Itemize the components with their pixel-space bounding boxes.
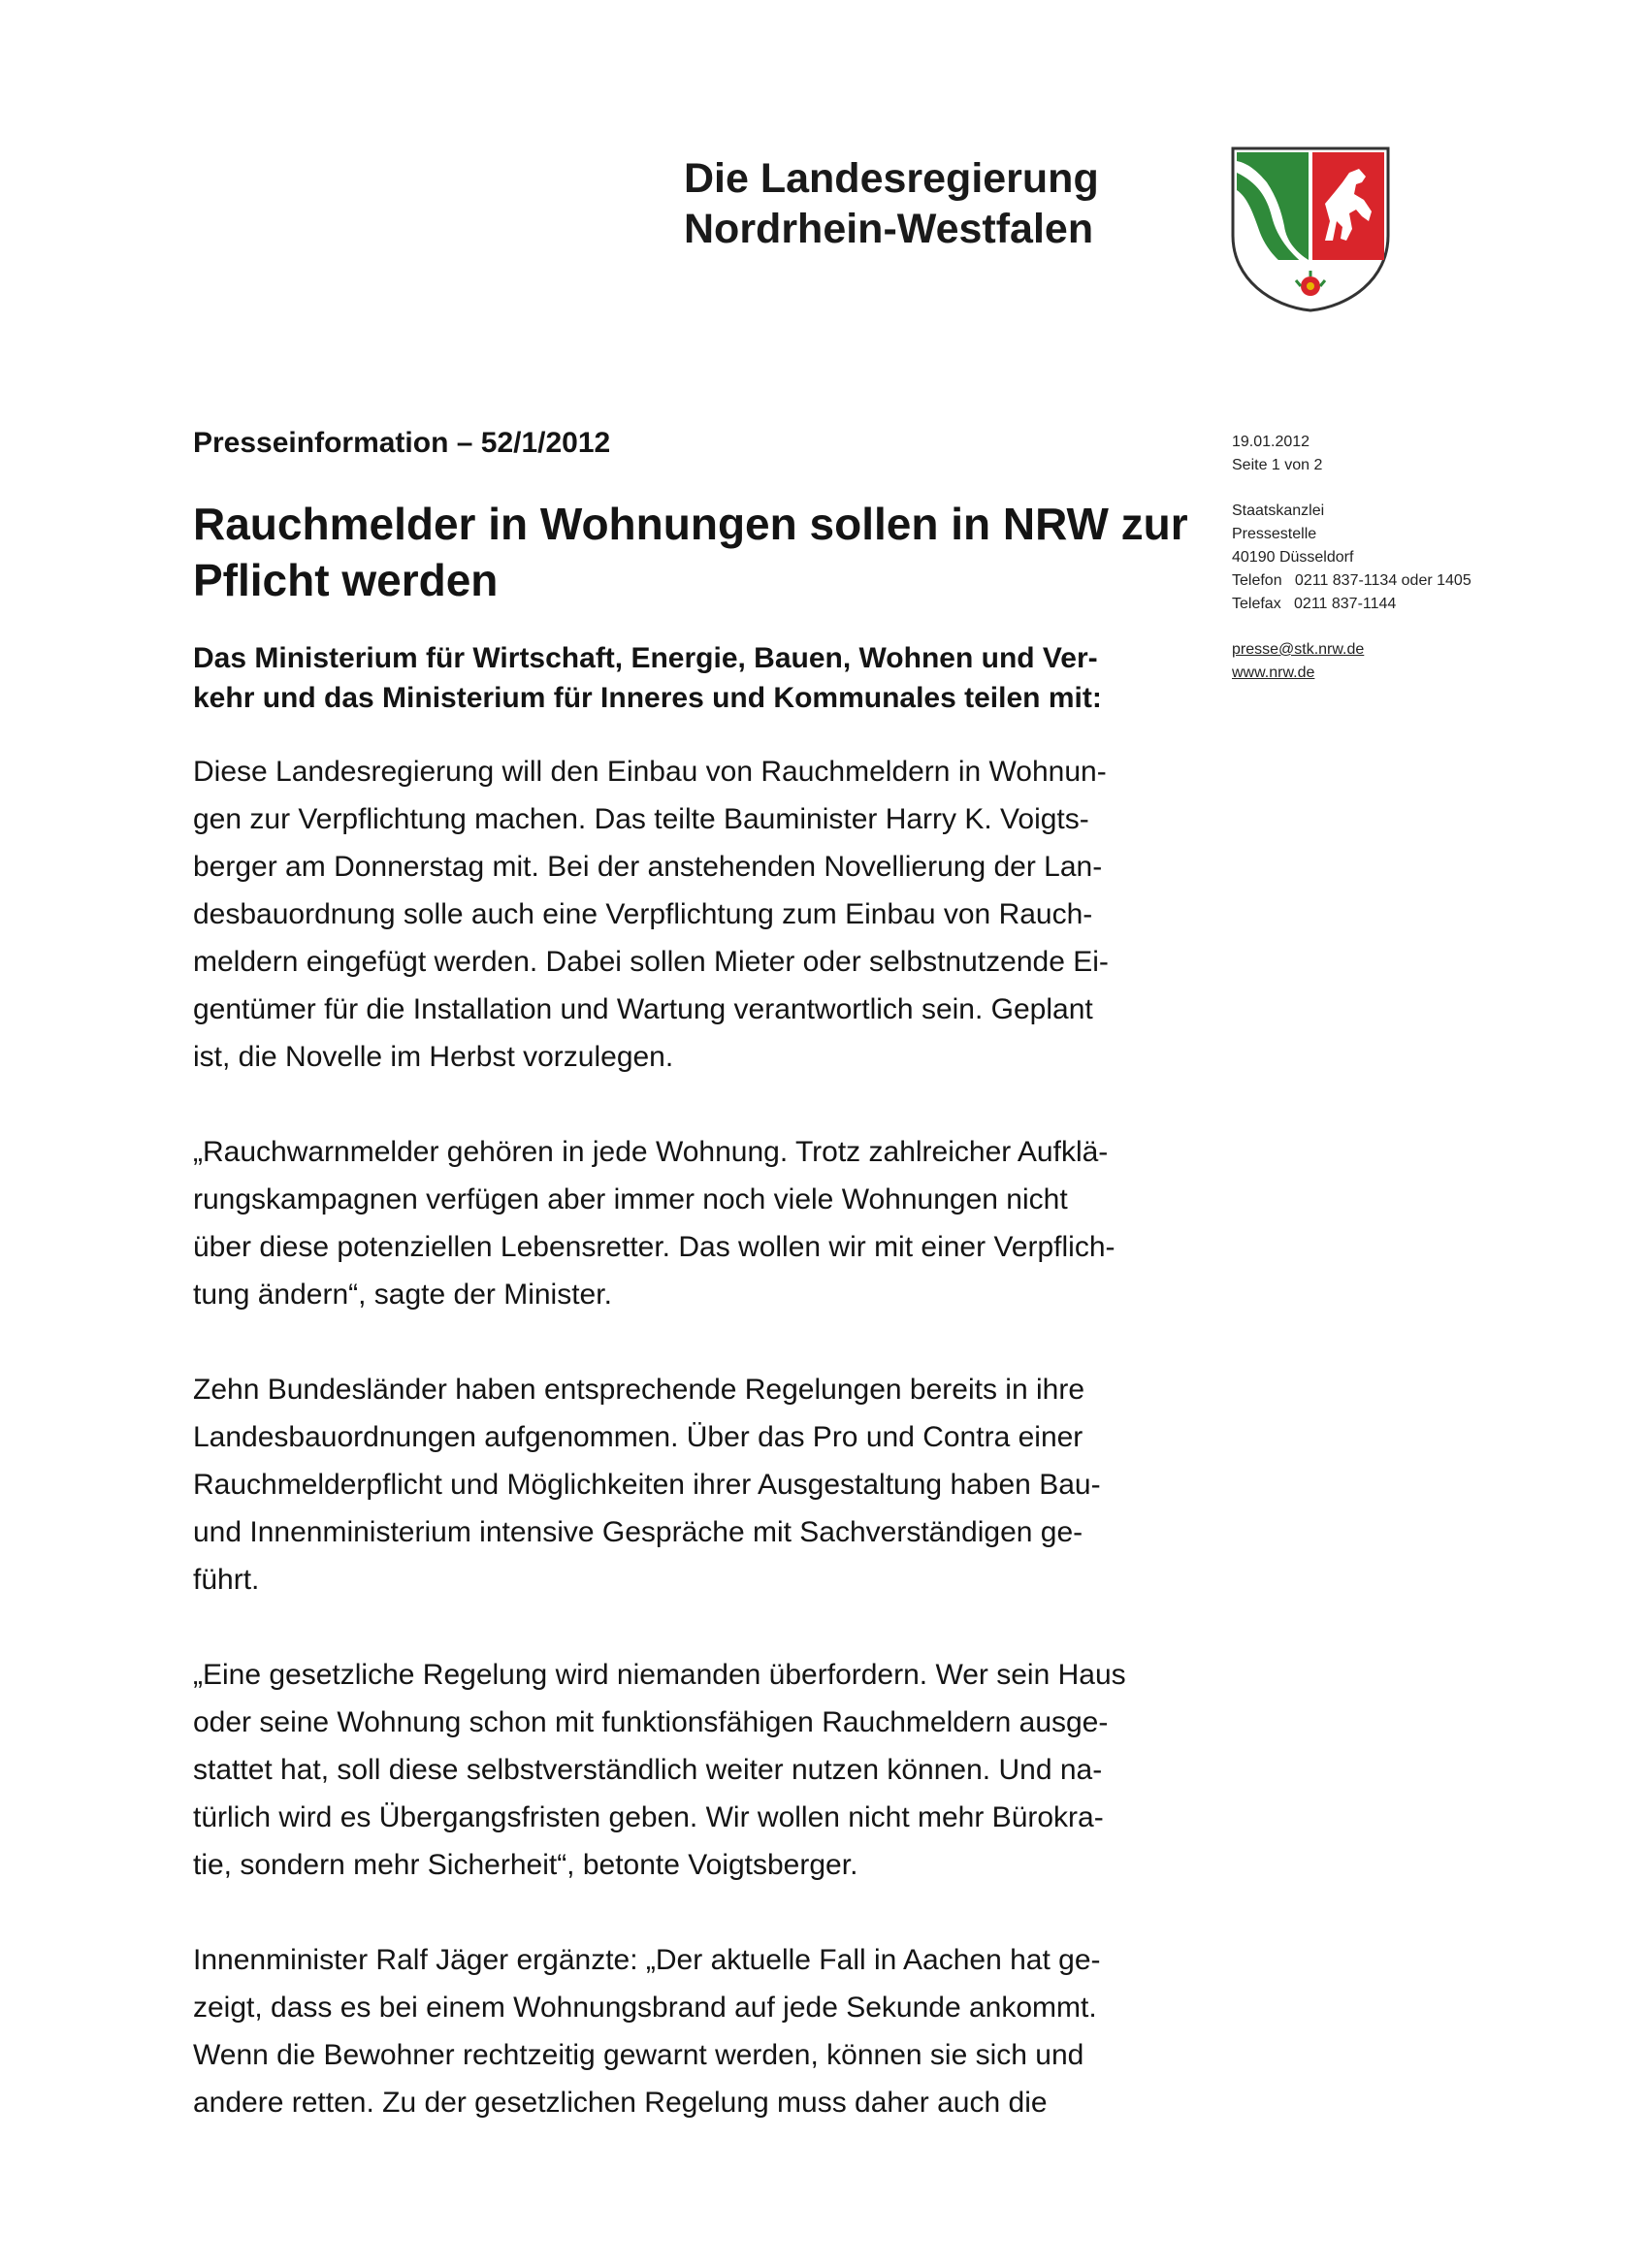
office-department: Pressestelle [1232,526,1317,542]
press-body [193,748,1212,2174]
text-line: stattet hat, soll diese selbstverständlich weiter nutzen können. Und na- [193,1754,1103,1786]
text-line: desbauordnung solle auch eine Verpflichtung zum Einbau von Rauch- [193,898,1093,930]
paragraph-3 [193,1366,1212,1604]
press-headline [193,496,1202,608]
text-line: tung ändern“, sagte der Minister. [193,1279,612,1311]
text-line: andere retten. Zu der gesetzlichen Regelung muss daher auch die [193,2087,1048,2119]
text-line: tie, sondern mehr Sicherheit“, betonte Voigtsberger. [193,1849,858,1881]
text-line: Wenn die Bewohner rechtzeitig gewarnt werden, können sie sich und [193,2039,1084,2071]
intro-line2: kehr und das Ministerium für Inneres und Kommunales teilen mit: [193,682,1102,714]
press-release-number: Presseinformation – 52/1/2012 [193,427,611,459]
page-count: Seite 1 von 2 [1232,457,1323,473]
text-line: führt. [193,1564,260,1596]
fax-number: Telefax 0211 837-1144 [1232,596,1397,612]
date-block [1232,431,1471,477]
paragraph-4 [193,1651,1212,1889]
text-line: rungskampagnen verfügen aber immer noch viele Wohnungen nicht [193,1183,1068,1215]
text-line: und Innenministerium intensive Gespräche mit Sachverständigen ge- [193,1516,1083,1548]
text-line: meldern eingefügt werden. Dabei sollen Mieter oder selbstnutzende Ei- [193,946,1109,978]
text-line: gen zur Verpflichtung machen. Das teilte Bauminister Harry K. Voigts- [193,803,1089,835]
email-link[interactable]: presse@stk.nrw.de [1232,641,1365,658]
press-intro [193,638,1192,718]
intro-line1: Das Ministerium für Wirtschaft, Energie, Bauen, Wohnen und Ver- [193,642,1098,674]
government-title-line1: Die Landesregierung [684,155,1099,202]
contact-sidebar [1232,431,1471,707]
paragraph-1 [193,748,1212,1081]
office-city: 40190 Düsseldorf [1232,549,1354,566]
paragraph-5 [193,1936,1212,2126]
text-line: über diese potenziellen Lebensretter. Das wollen wir mit einer Verpflich- [193,1231,1116,1263]
release-date: 19.01.2012 [1232,434,1310,450]
text-line: „Eine gesetzliche Regelung wird niemanden überfordern. Wer sein Haus [193,1659,1126,1691]
text-line: Rauchmelderpflicht und Möglichkeiten ihrer Ausgestaltung haben Bau- [193,1469,1101,1501]
website-link[interactable]: www.nrw.de [1232,664,1315,681]
office-name: Staatskanzlei [1232,502,1325,519]
text-line: zeigt, dass es bei einem Wohnungsbrand auf jede Sekunde ankommt. [193,1992,1097,2024]
phone-number: Telefon 0211 837-1134 oder 1405 [1232,572,1471,589]
text-line: gentümer für die Installation und Wartung verantwortlich sein. Geplant [193,993,1093,1025]
text-line: Innenminister Ralf Jäger ergänzte: „Der aktuelle Fall in Aachen hat ge- [193,1944,1101,1976]
text-line: oder seine Wohnung schon mit funktionsfähigen Rauchmeldern ausge- [193,1706,1109,1738]
address-block [1232,500,1471,616]
text-line: berger am Donnerstag mit. Bei der anstehenden Novellierung der Lan- [193,851,1103,883]
headline-line1: Rauchmelder in Wohnungen sollen in NRW zur [193,499,1188,549]
nrw-coat-of-arms-icon [1228,144,1393,313]
text-line: „Rauchwarnmelder gehören in jede Wohnung. Trotz zahlreicher Aufklä- [193,1136,1109,1168]
links-block [1232,638,1471,685]
text-line: Zehn Bundesländer haben entsprechende Regelungen bereits in ihre [193,1374,1084,1406]
government-title-line2: Nordrhein-Westfalen [684,206,1094,252]
paragraph-2 [193,1128,1212,1318]
text-line: Diese Landesregierung will den Einbau von Rauchmeldern in Wohnun- [193,756,1107,788]
government-title [684,153,1099,254]
text-line: Landesbauordnungen aufgenommen. Über das Pro und Contra einer [193,1421,1083,1453]
text-line: ist, die Novelle im Herbst vorzulegen. [193,1041,674,1073]
headline-line2: Pflicht werden [193,555,499,605]
text-line: türlich wird es Übergangsfristen geben. Wir wollen nicht mehr Bürokra- [193,1801,1104,1833]
